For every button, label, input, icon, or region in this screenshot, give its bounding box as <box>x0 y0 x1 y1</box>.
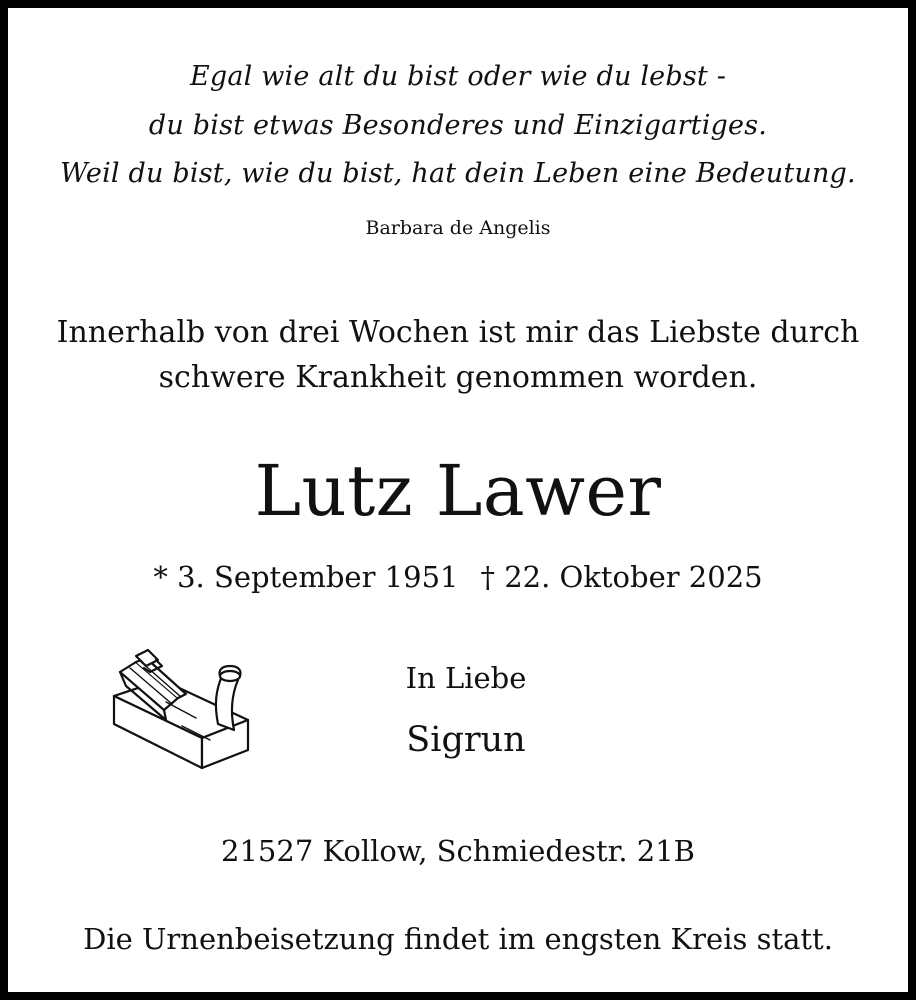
quote-author: Barbara de Angelis <box>365 217 551 239</box>
intro-line-1: Innerhalb von drei Wochen ist mir das Liebste durch <box>56 315 860 350</box>
death-date: † 22. Oktober 2025 <box>480 560 763 594</box>
life-dates <box>16 560 900 594</box>
burial-notice: Die Urnenbeisetzung findet im engsten Kreis statt. <box>83 922 833 956</box>
mourner-name: Sigrun <box>406 720 526 760</box>
birth-date: * 3. September 1951 <box>153 560 459 594</box>
mourners-phrase: In Liebe <box>405 661 527 695</box>
quote-line-1: Egal wie alt du bist oder wie du lebst - <box>189 61 727 92</box>
address: 21527 Kollow, Schmiedestr. 21B <box>221 834 695 868</box>
deceased-name: Lutz Lawer <box>254 450 662 532</box>
quote-line-3: Weil du bist, wie du bist, hat dein Leben eine Bedeutung. <box>60 158 856 189</box>
wood-plane-icon <box>106 646 256 772</box>
intro-line-2: schwere Krankheit genommen worden. <box>158 360 758 395</box>
quote-line-2: du bist etwas Besonderes und Einzigartiges. <box>148 110 768 141</box>
